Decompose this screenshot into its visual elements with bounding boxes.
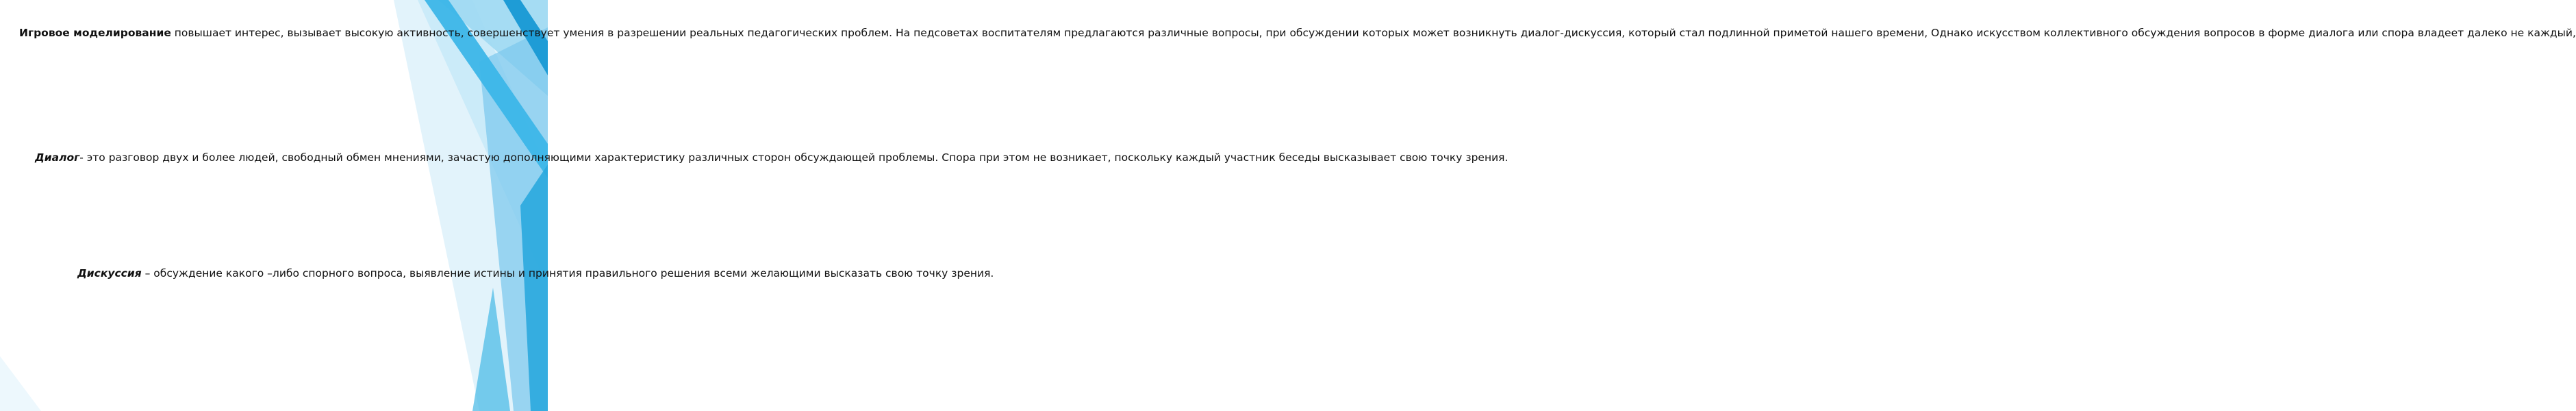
paragraph-1-line-4: обсуждении которых может возникнуть диалог-дискуссия, который стал xyxy=(1289,27,1705,39)
paragraph-1-line-1-text: повышает интерес, вызывает высокую активность, xyxy=(171,27,464,39)
paragraph-1-line-2: совершенствует умения в разрешении реальных педагогических проблем. xyxy=(467,27,893,39)
paragraph-1-line-3: На педсоветах воспитателям предлагаются различные вопросы, при xyxy=(896,27,1287,39)
decor-wedge-lower-left xyxy=(0,356,41,411)
term-discussion: Дискуссия xyxy=(77,267,142,279)
term-game-modeling: Игровое моделирование xyxy=(19,27,171,39)
paragraph-1-line-5: подлинной приметой нашего времени, Однако искусством коллективного xyxy=(1708,27,2128,39)
paragraph-2-line-2: свободный обмен мнениями, зачастую xyxy=(281,151,500,164)
paragraph-3-line-3: желающими высказать свою точку зрения. xyxy=(750,267,994,279)
paragraph-3-line-1 xyxy=(77,267,406,279)
paragraph-dialog-definition xyxy=(35,149,1508,166)
paragraph-2-line-5: возникает, поскольку каждый участник беседы xyxy=(1050,151,1320,164)
paragraph-2-line-3: дополняющими характеристику различных сторон xyxy=(503,151,791,164)
paragraph-1-line-6: обсуждения вопросов в форме диалога или спора владеет далеко не каждый, xyxy=(2131,27,2576,39)
paragraph-discussion-definition xyxy=(77,265,994,282)
paragraph-2-line-6: высказывает свою точку зрения. xyxy=(1323,151,1508,164)
paragraph-3-line-1-text: – обсуждение какого –либо спорного вопроса, xyxy=(141,267,407,279)
paragraph-3-line-2: выявление истины и принятия правильного решения всеми xyxy=(409,267,748,279)
paragraph-2-line-4: обсуждающей проблемы. Спора при этом не xyxy=(794,151,1047,164)
term-dialog: Диалог xyxy=(35,151,80,164)
paragraph-2-line-1-text: - это разговор двух и более людей, xyxy=(79,151,279,164)
paragraph-1-line-1 xyxy=(19,27,464,39)
slide-background-decoration xyxy=(0,0,548,411)
paragraph-game-modeling xyxy=(19,25,2576,41)
paragraph-2-line-1 xyxy=(35,151,279,164)
